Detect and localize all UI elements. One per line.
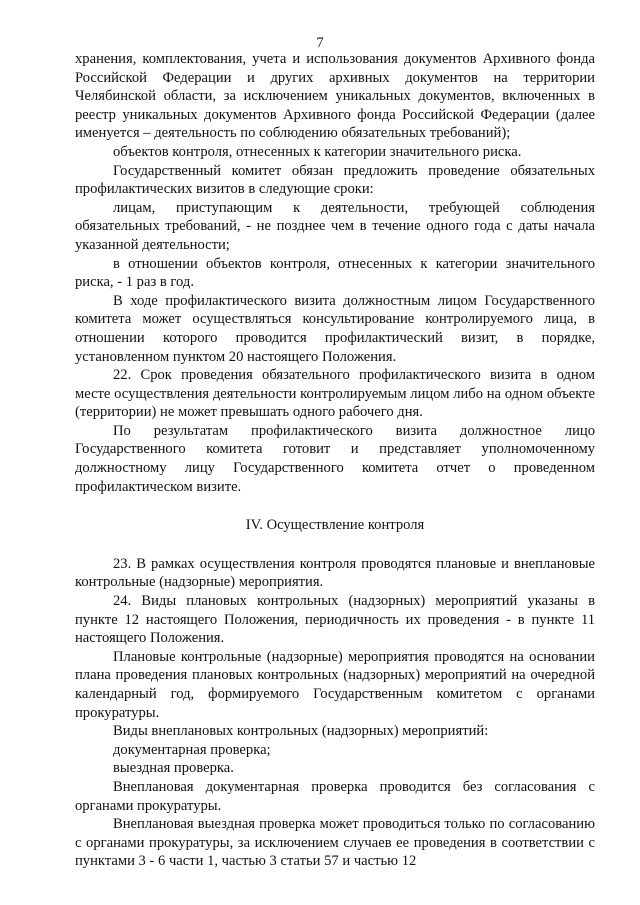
paragraph: Внеплановая документарная проверка проводится без согласования с органами прокуратуры. bbox=[75, 778, 595, 814]
paragraph: документарная проверка; bbox=[113, 741, 271, 758]
section-heading: IV. Осуществление контроля bbox=[245, 517, 425, 534]
paragraph: лицам, приступающим к деятельности, требующей соблюдения обязательных требований, - не позднее чем в течение одного года с даты начала указанной деятельности; bbox=[75, 199, 595, 253]
page-number: 7 bbox=[316, 35, 324, 51]
paragraph: 24. Виды плановых контрольных (надзорных) мероприятий указаны в пункте 12 настоящего Положения, периодичность их проведения - в пункте 11 настоящего Положения. bbox=[75, 593, 595, 647]
document-body bbox=[75, 50, 595, 871]
paragraph: 23. В рамках осуществления контроля проводятся плановые и внеплановые контрольные (надзорные) мероприятия. bbox=[75, 555, 595, 591]
paragraph: выездная проверка. bbox=[113, 760, 234, 777]
paragraph: хранения, комплектования, учета и использования документов Архивного фонда Российской Федерации и других архивных документов на территории Челябинской области, за исключением уникальных документов, включенных в реестр уникальных документов Архивного фонда Российской Федерации (далее именуется – деятельность по соблюдению обязательных требований); bbox=[75, 51, 595, 142]
paragraph: Виды внеплановых контрольных (надзорных) мероприятий: bbox=[113, 723, 489, 740]
paragraph: 22. Срок проведения обязательного профилактического визита в одном месте осуществления деятельности контролируемым лицом либо на одном объекте (территории) не может превышать одного рабочего дня. bbox=[75, 367, 595, 421]
paragraph: В ходе профилактического визита должностным лицом Государственного комитета может осуществляться консультирование контролируемого лица, в отношении которого проводится профилактический визит, в порядке, установленном пунктом 20 настоящего Положения. bbox=[75, 292, 595, 365]
paragraph: объектов контроля, отнесенных к категории значительного риска. bbox=[113, 143, 522, 160]
paragraph: Государственный комитет обязан предложить проведение обязательных профилактических визитов в следующие сроки: bbox=[75, 162, 595, 198]
paragraph: Плановые контрольные (надзорные) мероприятия проводятся на основании плана проведения плановых контрольных (надзорных) мероприятий на очередной календарный год, формируемого Государственным комитетом с органами прокуратуры. bbox=[75, 648, 595, 721]
paragraph: Внеплановая выездная проверка может проводиться только по согласованию с органами прокуратуры, за исключением случаев ее проведения в соответствии с пунктами 3 - 6 части 1, частью 3 статьи 57 и частью 12 bbox=[75, 816, 595, 870]
paragraph: По результатам профилактического визита должностное лицо Государственного комитета готовит и представляет уполномоченному должностному лицу Государственного комитета отчет о проведенном профилактическом визите. bbox=[75, 422, 595, 495]
paragraph: в отношении объектов контроля, отнесенных к категории значительного риска, - 1 раз в год. bbox=[75, 255, 595, 291]
